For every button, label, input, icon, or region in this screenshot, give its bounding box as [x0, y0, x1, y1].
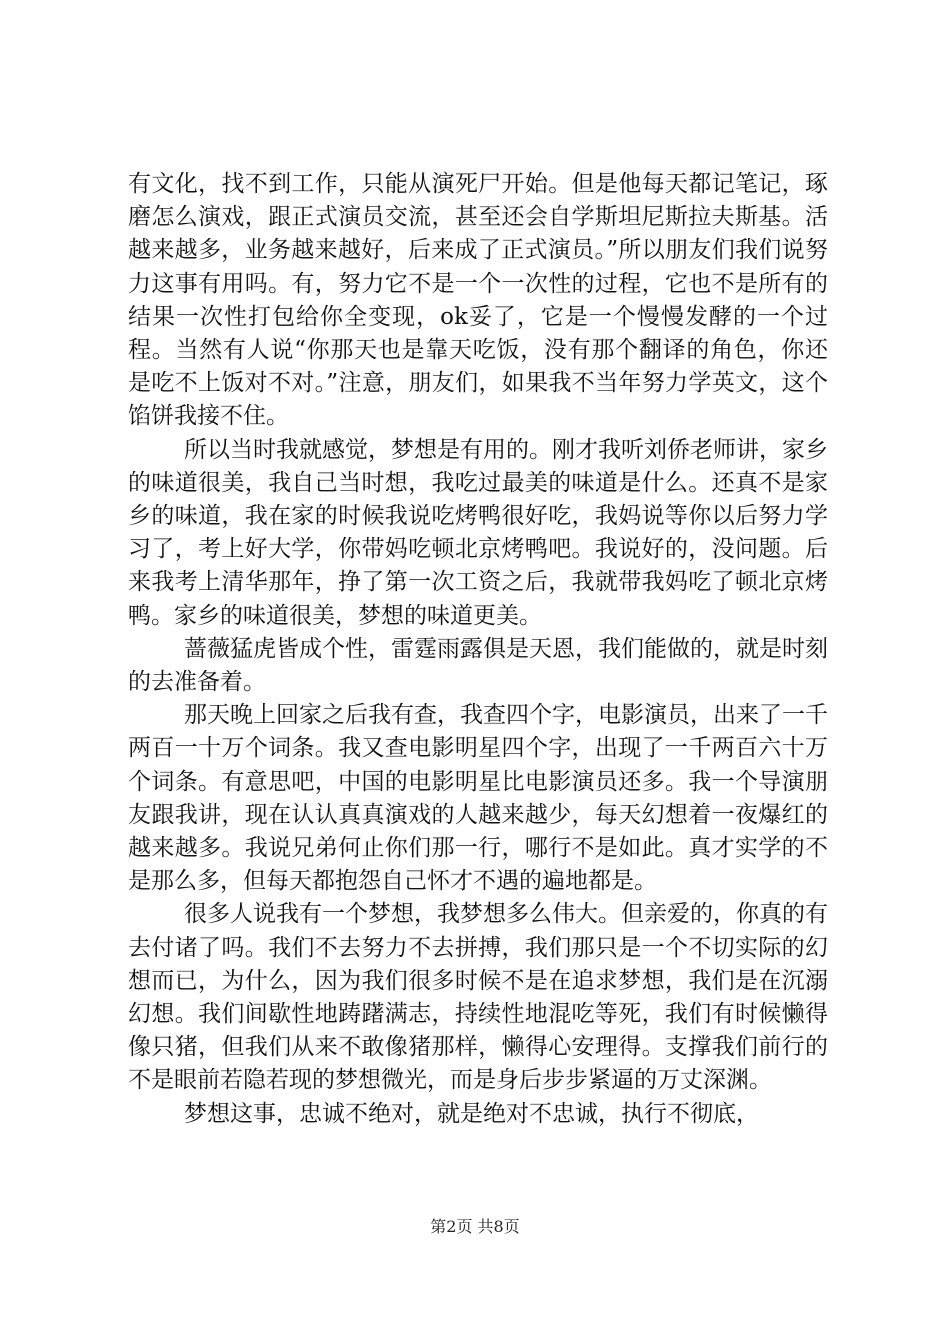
paragraph-continued: 有文化，找不到工作，只能从演死尸开始。但是他每天都记笔记，琢磨怎么演戏，跟正式演员交流，甚至还会自学斯坦尼斯拉夫斯基。活越来越多，业务越来越好，后来成了正式演员。”所以朋友们我们说努力这事有用吗。有，努力它不是一个一次性的过程，它也不是所有的结果一次性打包给你全变现，ok妥了，它是一个慢慢发酵的一个过程。当然有人说“你那天也是靠天吃饭，没有那个翻译的角色，你还是吃不上饭对不对。”注意，朋友们，如果我不当年努力学英文，这个馅饼我接不住。: [128, 171, 828, 430]
paragraph: 所以当时我就感觉，梦想是有用的。刚才我听刘侨老师讲，家乡的味道很美，我自己当时想，我吃过最美的味道是什么。还真不是家乡的味道，我在家的时候我说吃烤鸭很好吃，我妈说等你以后努力学习了，考上好大学，你带妈吃顿北京烤鸭吧。我说好的，没问题。后来我考上清华那年，挣了第一次工资之后，我就带我妈吃了顿北京烤鸭。家乡的味道很美，梦想的味道更美。: [128, 436, 828, 629]
paragraph: 梦想这事，忠诚不绝对，就是绝对不忠诚，执行不彻底，: [184, 1100, 759, 1127]
paragraph: 蔷薇猛虎皆成个性，雷霆雨露俱是天恩，我们能做的，就是时刻的去准备着。: [128, 635, 828, 696]
page-number-footer: 第2页 共8页: [430, 1217, 520, 1236]
paragraph: 那天晚上回家之后我有查，我查四个字，电影演员，出来了一千两百一十万个词条。我又查电影明星四个字，出现了一千两百六十万个词条。有意思吧，中国的电影明星比电影演员还多。我一个导演朋友跟我讲，现在认认真真演戏的人越来越少，每天幻想着一夜爆红的越来越多。我说兄弟何止你们那一行，哪行不是如此。真才实学的不是那么多，但每天都抱怨自己怀才不遇的遍地都是。: [128, 702, 828, 895]
document-body: [128, 168, 828, 1131]
paragraph: 很多人说我有一个梦想，我梦想多么伟大。但亲爱的，你真的有去付诸了吗。我们不去努力不去拼搏，我们那只是一个不切实际的幻想而已，为什么，因为我们很多时候不是在追求梦想，我们是在沉溺幻想。我们间歇性地踌躇满志，持续性地混吃等死，我们有时候懒得像只猪，但我们从来不敢像猪那样，懒得心安理得。支撑我们前行的不是眼前若隐若现的梦想微光，而是身后步步紧逼的万丈深渊。: [128, 901, 828, 1094]
